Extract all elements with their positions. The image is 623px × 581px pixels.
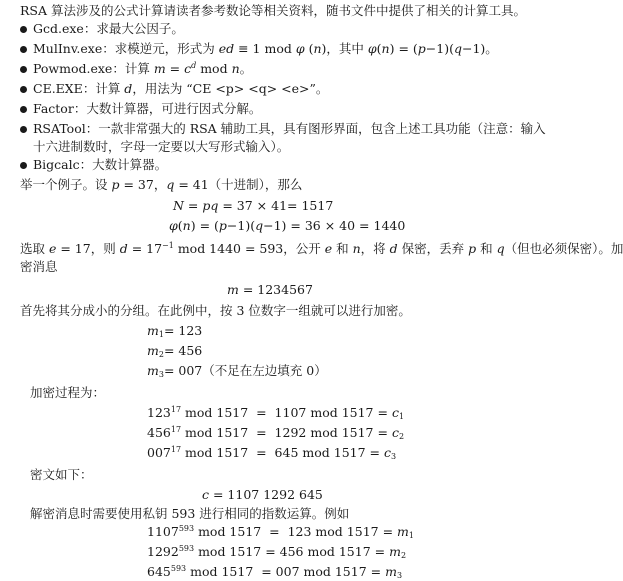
decrypt-3: $645^{593}$ mod 1517 = 007 mod $1517 = m_3$ bbox=[147, 564, 403, 580]
decrypt-intro: 解密消息时需要使用私钥 593 进行相同的指数运算。例如 bbox=[30, 506, 350, 521]
block-m3: $m_3= 007$（不足在左边填充 0） bbox=[147, 363, 327, 379]
ciphertext: c = 1107 1292 645 bbox=[202, 487, 323, 502]
intro-line: RSA 算法涉及的公式计算请读者参考数论等相关资料，随书文件中提供了相关的计算工具。 bbox=[20, 3, 526, 18]
key-choice-cont: 密消息 bbox=[20, 259, 58, 274]
bullet-dot bbox=[20, 126, 27, 133]
tool-powmod: Powmod.exe：计算 $m = c^d$ mod n。 bbox=[33, 61, 253, 76]
encrypt-label: 加密过程为： bbox=[30, 385, 106, 400]
key-choice: 选取 e = 17，则 $d = 17^{-1}$ mod 1440 = 593，公开 e 和 n，将 d 保密，丢弃 p 和 q（但也必须保密）。加 bbox=[20, 241, 623, 256]
decrypt-2: 1292$^{593}$ mod 1517 = 456 mod $1517 = m_2$ bbox=[147, 544, 407, 560]
encrypt-3: $007^{17}$ mod 1517 = 645 mod $1517 = c_3$ bbox=[147, 445, 397, 461]
ciphertext-label: 密文如下： bbox=[30, 467, 93, 482]
bullet-dot bbox=[20, 66, 27, 73]
example-intro: 举一个例子。设 p = 37，q = 41（十进制），那么 bbox=[20, 177, 303, 192]
bullet-dot bbox=[20, 86, 27, 93]
bullet-dot bbox=[20, 46, 27, 53]
encrypt-2: $456^{17}$ mod 1517 = 1292 mod $1517 = c_2$ bbox=[147, 425, 405, 441]
tool-rsatool-cont: 十六进制数时，字母一定要以大写形式输入）。 bbox=[33, 139, 290, 154]
decrypt-1: 1107$^{593}$ mod 1517 = 123 mod $1517 = m_1$ bbox=[147, 524, 414, 540]
bullet-dot bbox=[20, 106, 27, 113]
block-m2: $m_2= 456$ bbox=[147, 343, 203, 359]
tool-factor: Factor：大数计算器，可进行因式分解。 bbox=[33, 101, 262, 116]
message: m = 1234567 bbox=[227, 282, 313, 297]
equation-phi: φ(n) = (p−1)(q−1) = 36 × 40 = 1440 bbox=[169, 218, 406, 233]
tool-ce: CE.EXE：计算 d，用法为 “CE <p> <q> <e>”。 bbox=[33, 81, 329, 96]
tool-bigcalc: Bigcalc：大数计算器。 bbox=[33, 157, 168, 172]
equation-n: N = pq = 37 × 41= 1517 bbox=[173, 198, 334, 213]
tool-mulinv: MulInv.exe：求模逆元，形式为 ed ≡ 1 mod φ (n)，其中 φ(n) = (p−1)(q−1)。 bbox=[33, 41, 498, 56]
block-m1: $m_1= 123$ bbox=[147, 323, 203, 339]
bullet-dot bbox=[20, 162, 27, 169]
tool-gcd: Gcd.exe：求最大公因子。 bbox=[33, 21, 184, 36]
bullet-dot bbox=[20, 26, 27, 33]
tool-rsatool: RSATool：一款非常强大的 RSA 辅助工具，具有图形界面，包含上述工具功能（注意：输入 bbox=[33, 121, 546, 136]
split-intro: 首先将其分成小的分组。在此例中，按 3 位数字一组就可以进行加密。 bbox=[20, 303, 411, 318]
encrypt-1: $123^{17}$ mod 1517 = 1107 mod $1517 = c_1$ bbox=[147, 405, 405, 421]
